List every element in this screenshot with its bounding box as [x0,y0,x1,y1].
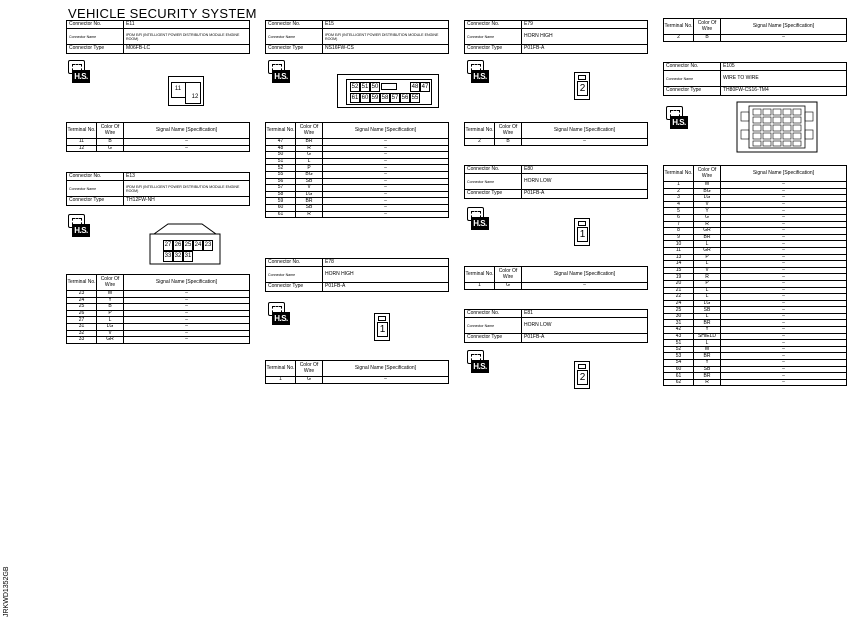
label-connector-type: Connector Type [266,45,323,53]
pin-label: 47 [421,84,429,90]
table-row: 52 W – [664,346,847,353]
header-color-of-wire: Color Of Wire [97,123,124,139]
table-row: 47 BR – [266,139,449,146]
pin-label: 60 [361,95,369,101]
label-connector-type: Connector Type [67,197,124,205]
table-row: 2 BG – [664,188,847,195]
terminal-table-top [663,18,847,42]
harness-side-icon: H.S. [666,106,686,130]
table-row: 25 B – [67,304,250,311]
table-row: 5 Y – [664,208,847,215]
table-row: 4 V – [664,201,847,208]
terminal-table-e105 [663,165,847,386]
connector-no-value: E80 [522,166,648,174]
connector-type-value: P01FB-A [522,334,648,342]
table-row: 32 V – [67,330,250,337]
harness-side-icon: H.S. [68,60,88,84]
header-signal-name: Signal Name [Specification] [323,123,449,139]
header-terminal-no: Terminal No. [664,166,694,182]
label-connector-name: Connector Name [266,267,323,283]
table-row: 43 SHIELD – [664,333,847,340]
header-signal-name: Signal Name [Specification] [124,275,250,291]
pin-label: 24 [193,240,203,251]
connector-info-e15 [265,20,449,54]
label-connector-name: Connector Name [465,29,522,45]
table-row: 9 BR – [664,234,847,241]
table-row: 1 G – [266,377,449,384]
table-row: 27 L – [67,317,250,324]
table-row: 15 V – [664,267,847,274]
label-connector-no: Connector No. [266,21,323,29]
harness-side-icon: H.S. [467,350,487,374]
pin-label: 51 [361,84,369,90]
header-color-of-wire: Color Of Wire [495,267,522,283]
connector-face-e11 [168,76,204,106]
connector-no-value: E105 [721,63,847,71]
document-code: JRKWD1352GB [3,566,10,617]
label-connector-name: Connector Name [266,29,323,45]
pin-label: 33 [163,251,173,262]
label-connector-no: Connector No. [664,63,721,71]
table-row: 19 R – [664,274,847,281]
connector-info-e13 [66,172,250,206]
pin-label: 50 [371,84,379,90]
connector-face-e79 [574,72,590,100]
connector-name-value: HORN HIGH [522,29,648,45]
pin-label: 27 [163,240,173,251]
terminal-table-e80 [464,266,648,290]
header-color-of-wire: Color Of Wire [694,19,721,35]
table-row: 61 R – [266,211,449,218]
label-connector-name: Connector Name [465,318,522,334]
terminal-table-e15 [265,122,449,218]
header-color-of-wire: Color Of Wire [97,275,124,291]
connector-type-value: TH80FW-CS16-TM4 [721,87,847,95]
connector-face-e15 [337,74,439,108]
table-row: 2 B – [664,35,847,42]
header-terminal-no: Terminal No. [664,19,694,35]
connector-face-e105 [735,100,819,154]
connector-info-e105 [663,62,847,96]
table-row: 56 SB – [266,178,449,185]
table-row: 48 R – [266,145,449,152]
connector-info-e79 [464,20,648,54]
connector-name-value: HORN HIGH [323,267,449,283]
pin-label: 26 [173,240,183,251]
pin-label: 52 [351,84,359,90]
pin-label: 1 [577,227,588,242]
connector-name-value: HORN LOW [522,318,648,334]
header-terminal-no: Terminal No. [465,267,495,283]
pin-label: 61 [351,95,359,101]
pin-label: 23 [203,240,213,251]
table-row: 6 G – [664,214,847,221]
connector-type-value: TH12FW-NH [124,197,250,205]
pin-label: 12 [191,94,199,100]
table-row: 62 R – [664,379,847,386]
table-row: 31 BR – [664,320,847,327]
terminal-table-e11 [66,122,250,152]
table-row: 10 L – [664,241,847,248]
connector-info-e78 [265,258,449,292]
table-row: 33 GR – [67,337,250,344]
header-color-of-wire: Color Of Wire [296,361,323,377]
connector-type-value: P01FB-A [323,283,449,291]
header-signal-name: Signal Name [Specification] [721,166,847,182]
label-connector-type: Connector Type [465,334,522,342]
label-connector-name: Connector Name [67,181,124,197]
terminal-table-e13 [66,274,250,344]
table-row: 2 B – [465,139,648,146]
pin-label: 2 [577,81,588,96]
table-row: 8 GR – [664,228,847,235]
header-color-of-wire: Color Of Wire [296,123,323,139]
table-row: 54 Y – [664,360,847,367]
table-row: 7 R – [664,221,847,228]
connector-face-e80 [574,218,590,246]
table-row: 14 L – [664,261,847,268]
pin-label: 2 [577,370,588,385]
connector-info-e80 [464,165,648,199]
connector-face-pins-e13 [163,240,219,260]
table-row: 26 P – [67,310,250,317]
table-row: 30 L – [664,313,847,320]
table-row: 42 Y – [664,327,847,334]
pin-label: 56 [401,95,409,101]
table-row: 52 P – [266,165,449,172]
label-connector-name: Connector Name [465,174,522,190]
pin-label: 25 [183,240,193,251]
label-connector-no: Connector No. [465,166,522,174]
connector-info-e11 [66,20,250,54]
terminal-table-e78 [265,360,449,384]
harness-side-icon: H.S. [467,60,487,84]
table-row: 60 SB – [664,366,847,373]
table-row: 50 G – [266,152,449,159]
table-row: 1 W – [664,182,847,189]
connector-name-value: HORN LOW [522,174,648,190]
connector-type-value: M06FB-LC [124,45,250,53]
header-signal-name: Signal Name [Specification] [522,267,648,283]
harness-side-icon: H.S. [268,60,288,84]
pin-label: 55 [411,95,419,101]
connector-face-e78 [374,313,390,341]
table-row: 59 BR – [266,198,449,205]
terminal-table-e79 [464,122,648,146]
header-color-of-wire: Color Of Wire [495,123,522,139]
label-connector-type: Connector Type [465,190,522,198]
header-terminal-no: Terminal No. [67,275,97,291]
label-connector-type: Connector Type [266,283,323,291]
pin-label: 31 [183,251,193,262]
connector-name-value: IPDM E/R (INTELLIGENT POWER DISTRIBUTION MODULE ENGINE ROOM) [124,29,250,45]
connector-name-value: WIRE TO WIRE [721,71,847,87]
header-terminal-no: Terminal No. [266,361,296,377]
connector-type-value: NS16FW-CS [323,45,449,53]
table-row: 58 LG – [266,191,449,198]
connector-face-e81 [574,361,590,389]
header-terminal-no: Terminal No. [67,123,97,139]
table-row: 53 BR – [664,353,847,360]
label-connector-name: Connector Name [67,29,124,45]
table-row: 11 B – [67,139,250,146]
connector-info-e81 [464,309,648,343]
connector-no-value: E79 [522,21,648,29]
label-connector-type: Connector Type [465,45,522,53]
pin-label: 59 [371,95,379,101]
table-row: 22 L – [664,294,847,301]
connector-type-value: P01FB-A [522,190,648,198]
table-row: 61 BR – [664,373,847,380]
harness-side-icon: H.S. [268,302,288,326]
label-connector-type: Connector Type [67,45,124,53]
connector-no-value: E81 [522,310,648,318]
harness-side-icon: H.S. [68,214,88,238]
table-row: 13 P – [664,254,847,261]
header-signal-name: Signal Name [Specification] [124,123,250,139]
table-row: 24 Y – [67,297,250,304]
label-connector-type: Connector Type [664,87,721,95]
label-connector-no: Connector No. [465,310,522,318]
pin-label: 57 [391,95,399,101]
table-row: 55 BG – [266,171,449,178]
pin-label: 1 [377,322,388,337]
header-color-of-wire: Color Of Wire [694,166,721,182]
connector-no-value: E13 [124,173,250,181]
pin-label: 58 [381,95,389,101]
table-row: 51 L – [664,340,847,347]
table-row: 51 L – [266,158,449,165]
label-connector-name: Connector Name [664,71,721,87]
label-connector-no: Connector No. [67,173,124,181]
label-connector-no: Connector No. [67,21,124,29]
connector-no-value: E11 [124,21,250,29]
table-row: 23 W – [67,291,250,298]
header-terminal-no: Terminal No. [465,123,495,139]
table-row: 25 SB – [664,307,847,314]
header-terminal-no: Terminal No. [266,123,296,139]
pin-label: 32 [173,251,183,262]
table-row: 57 V – [266,185,449,192]
connector-no-value: E15 [323,21,449,29]
table-row: 60 SB – [266,204,449,211]
table-row: 3 LG – [664,195,847,202]
pin-label: 11 [174,86,182,92]
table-row: 20 P – [664,280,847,287]
label-connector-no: Connector No. [266,259,323,267]
harness-side-icon: H.S. [467,207,487,231]
table-row: 12 G – [67,145,250,152]
header-signal-name: Signal Name [Specification] [721,19,847,35]
connector-type-value: P01FB-A [522,45,648,53]
header-signal-name: Signal Name [Specification] [522,123,648,139]
table-row: 24 LG – [664,300,847,307]
table-row: 21 L – [664,287,847,294]
table-row: 1 G – [465,283,648,290]
connector-name-value: IPDM E/R (INTELLIGENT POWER DISTRIBUTION MODULE ENGINE ROOM) [124,181,250,197]
pin-label: 48 [411,84,419,90]
connector-name-value: IPDM E/R (INTELLIGENT POWER DISTRIBUTION MODULE ENGINE ROOM) [323,29,449,45]
table-row: 31 LG – [67,323,250,330]
header-signal-name: Signal Name [Specification] [323,361,449,377]
label-connector-no: Connector No. [465,21,522,29]
page-title: VEHICLE SECURITY SYSTEM [68,6,257,21]
connector-no-value: E78 [323,259,449,267]
table-row: 11 GR – [664,247,847,254]
